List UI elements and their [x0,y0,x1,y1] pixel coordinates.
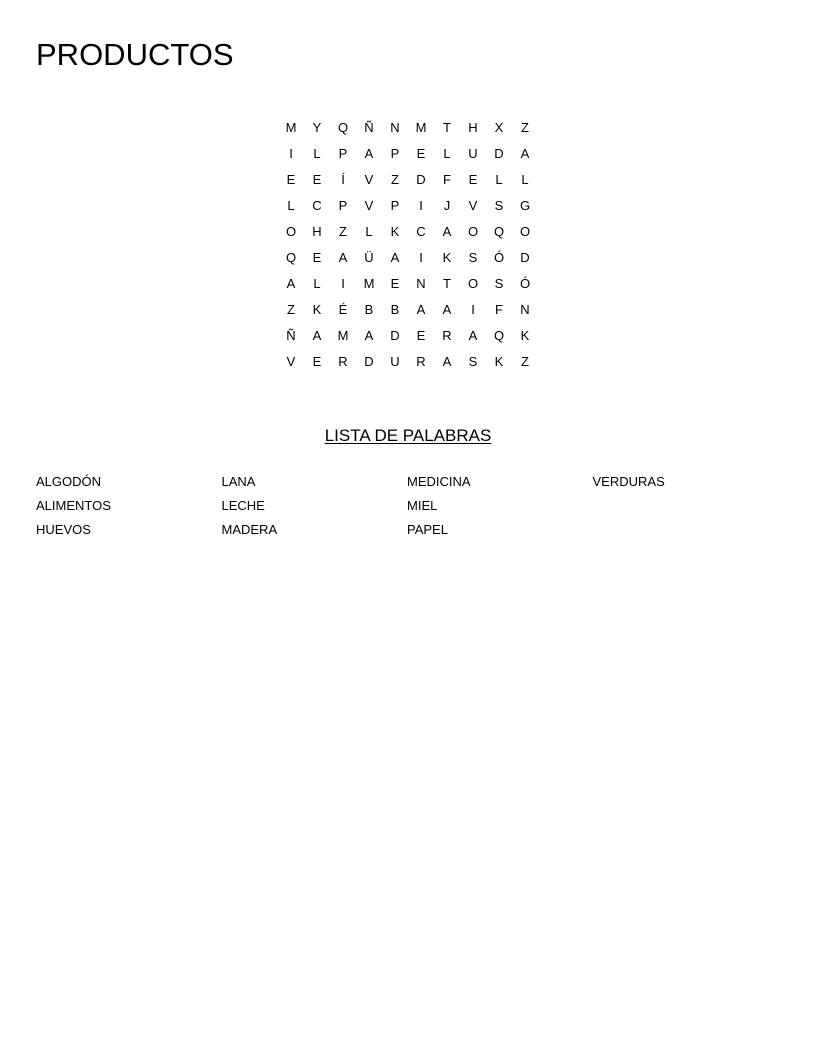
grid-cell: Z [391,172,399,187]
grid-cell: K [520,328,530,343]
grid-cell: S [468,250,478,265]
grid-cell: B [364,302,374,317]
grid-cell: L [443,146,451,161]
grid-cell: H [468,120,478,135]
grid-cell: G [519,198,531,213]
grid-cell: U [390,354,400,369]
grid-cell: Ñ [364,120,374,135]
grid-cell: D [416,172,426,187]
word-list-item: PAPEL [407,522,448,537]
grid-cell: A [286,276,296,291]
grid-cell: M [337,328,349,343]
grid-cell: A [364,328,374,343]
grid-cell: I [471,302,475,317]
grid-cell: L [521,172,529,187]
grid-cell: S [468,354,478,369]
grid-cell: X [494,120,504,135]
grid-cell: Z [521,120,529,135]
grid-cell: C [416,224,426,239]
grid-cell: L [313,146,321,161]
grid-cell: D [364,354,374,369]
grid-cell: Z [287,302,295,317]
grid-cell: V [364,198,374,213]
grid-cell: Q [285,250,297,265]
grid-cell: O [467,276,479,291]
grid-cell: M [285,120,297,135]
grid-cell: A [468,328,478,343]
grid-cell: L [313,276,321,291]
grid-row [278,219,538,245]
word-list-item: MIEL [407,498,438,513]
grid-cell: A [390,250,400,265]
grid-cell: V [468,198,478,213]
grid-cell: D [390,328,400,343]
word-list-column [36,470,222,542]
grid-cell: B [390,302,400,317]
grid-cell: A [312,328,322,343]
grid-cell: Ó [519,276,531,291]
grid-cell: O [285,224,297,239]
grid-cell: F [443,172,451,187]
word-list-item: VERDURAS [592,474,665,489]
grid-cell: Z [521,354,529,369]
grid-cell: R [338,354,348,369]
grid-cell: L [287,198,295,213]
grid-cell: Z [339,224,347,239]
grid-cell: N [520,302,530,317]
grid-cell: K [442,250,452,265]
grid-cell: V [364,172,374,187]
grid-cell: É [338,302,348,317]
grid-cell: K [494,354,504,369]
word-list-item: HUEVOS [36,522,91,537]
grid-cell: O [467,224,479,239]
word-list-column [593,470,779,542]
grid-row [278,115,538,141]
grid-cell: N [390,120,400,135]
grid-cell: I [289,146,293,161]
grid-cell: E [312,354,322,369]
grid-cell: Y [312,120,322,135]
grid-cell: P [390,146,400,161]
grid-row [278,271,538,297]
grid-cell: E [416,328,426,343]
grid-cell: S [494,276,504,291]
grid-row [278,245,538,271]
word-list-item: MADERA [221,522,278,537]
word-list-item: ALGODÓN [36,474,102,489]
word-list-item: LANA [221,474,256,489]
word-list-item: MEDICINA [407,474,471,489]
grid-cell: Q [337,120,349,135]
word-list-item: LECHE [221,498,265,513]
grid-cell: A [442,354,452,369]
grid-cell: R [442,328,452,343]
word-list-column [407,470,593,542]
grid-cell: Q [493,328,505,343]
grid-cell: C [312,198,322,213]
grid-cell: V [286,354,296,369]
grid-cell: I [419,250,423,265]
grid-row [278,323,538,349]
grid-cell: L [365,224,373,239]
grid-cell: A [338,250,348,265]
grid-cell: D [494,146,504,161]
grid-cell: T [443,276,451,291]
grid-cell: P [390,198,400,213]
grid-row [278,193,538,219]
grid-cell: I [419,198,423,213]
word-list-column [222,470,408,542]
grid-row [278,141,538,167]
grid-cell: O [519,224,531,239]
grid-cell: A [442,302,452,317]
grid-cell: K [312,302,322,317]
grid-cell: E [286,172,296,187]
grid-cell: M [363,276,375,291]
grid-cell: I [341,276,345,291]
grid-cell: E [390,276,400,291]
grid-cell: Ü [364,250,374,265]
grid-cell: K [390,224,400,239]
grid-cell: H [312,224,322,239]
grid-cell: U [468,146,478,161]
grid-cell: R [416,354,426,369]
grid-cell: A [442,224,452,239]
grid-cell: Q [493,224,505,239]
grid-cell: N [416,276,426,291]
grid-row [278,167,538,193]
grid-cell: Ó [493,250,505,265]
word-list [36,470,778,542]
grid-cell: P [338,198,348,213]
grid-cell: A [364,146,374,161]
grid-cell: S [494,198,504,213]
grid-row [278,297,538,323]
letter-grid [278,115,538,375]
grid-cell: Í [341,172,345,187]
grid-cell: A [416,302,426,317]
grid-cell: E [312,250,322,265]
word-list-item: ALIMENTOS [36,498,111,513]
grid-cell: Ñ [286,328,296,343]
page-title: PRODUCTOS [36,37,234,72]
grid-cell: T [443,120,451,135]
grid-cell: E [468,172,478,187]
grid-cell: D [520,250,530,265]
grid-cell: E [416,146,426,161]
grid-cell: A [520,146,530,161]
grid-row [278,349,538,375]
grid-cell: M [415,120,427,135]
word-list-title: LISTA DE PALABRAS [324,426,492,445]
grid-cell: E [312,172,322,187]
grid-cell: J [443,198,451,213]
grid-cell: P [338,146,348,161]
grid-cell: F [495,302,503,317]
grid-cell: L [495,172,503,187]
